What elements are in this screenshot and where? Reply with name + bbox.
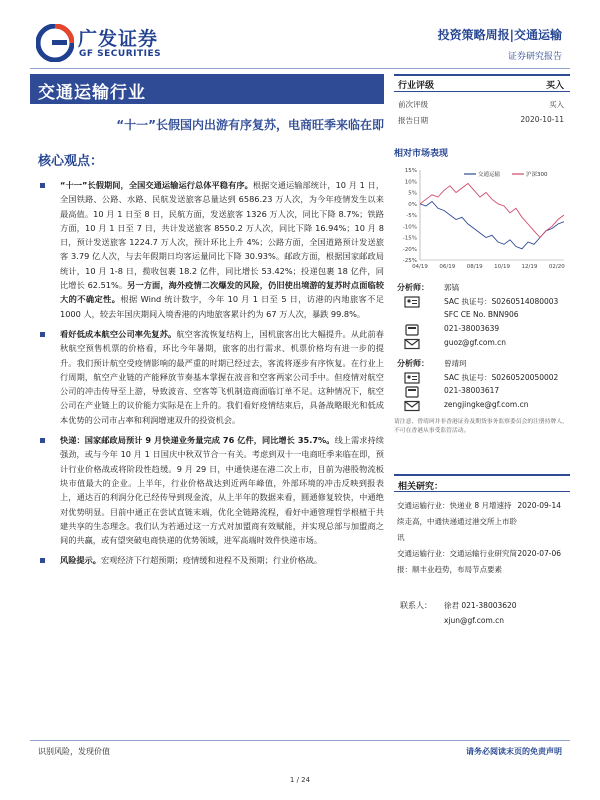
rating-label: 行业评级	[398, 81, 435, 91]
paragraph-lead: 风险提示。	[60, 555, 101, 566]
report-date-value: 2020-10-11	[520, 115, 564, 124]
x-tick-label: 12/19	[521, 264, 538, 270]
logo-name-en: GF SECURITIES	[79, 49, 162, 59]
contact-name-phone: 徐君 021-38003620	[444, 601, 517, 610]
core-views-title: 核心观点：	[38, 154, 104, 169]
analyst-name: 曾靖珂	[444, 359, 467, 368]
footer-divider	[30, 740, 570, 741]
paragraph-lead: 快递：国家邮政局预计 9 月快递业务量完成 76 亿件，同比增长 35.7%。	[60, 435, 335, 446]
x-tick-label: 08/19	[466, 264, 483, 270]
paragraph-lead: “十一”长假期间，全国交通运输运行总体平稳有序。	[60, 180, 253, 190]
bullet-icon	[40, 438, 45, 443]
y-tick-label: -25%	[402, 258, 417, 264]
y-tick-label: 5%	[408, 190, 417, 197]
paragraph-text: 根据 Wind 统计数字，今年 10 月 1 日至 5 日，访港的内地旅客不足 1000 人，较去年国庆期间入境香港的内地旅客累计约为 67 万人次，暴跌 99.8%。	[60, 294, 384, 319]
x-tick-label: 06/19	[439, 264, 456, 270]
y-tick-label: 10%	[404, 179, 417, 186]
analyst-phone: 021-38003639	[444, 324, 500, 333]
related-report-link[interactable]	[397, 498, 567, 546]
analyst-email[interactable]: guoz@gf.com.cn	[444, 338, 507, 347]
y-tick-label: 15%	[404, 168, 417, 174]
analyst-name: 郭镐	[444, 283, 459, 292]
bullet-icon	[40, 332, 45, 337]
chart-title: 相对市场表现	[394, 149, 449, 159]
report-date-label: 报告日期	[398, 116, 428, 125]
y-tick-label: -20%	[402, 246, 417, 253]
paragraph-text: 宏观经济下行超预期；疫情缓和进程不及预期；行业价格战。	[100, 555, 323, 566]
series-line-transport	[420, 202, 564, 249]
page-number: 1 / 24	[289, 776, 311, 784]
phone-icon	[404, 324, 420, 336]
previous-rating-row	[394, 96, 570, 112]
report-type: 投资策略周报|交通运输	[437, 28, 562, 42]
core-views-body	[60, 178, 384, 574]
related-report-title: 交通运输行业：快递业 8 月增速持续走高，中通快递通过港交所上市聆讯	[397, 501, 517, 542]
series-line-csi300	[420, 184, 564, 238]
related-report-link[interactable]	[397, 546, 567, 578]
report-date-row	[394, 112, 570, 128]
y-tick-label: 0%	[408, 201, 417, 208]
rating-value: 买入	[545, 81, 564, 91]
paragraph-text: 线上需求持续强劲，或与今年 10 月 1 日国庆中秋双节合一有关。考虑到双十一电商旺季来临在即，预计行业价格战或将阶段性趋缓。9 月 29 日，中通快递在港二次上市，目前为港股物流板块市值最大的企业。上半年，行业价格战达到近两年峰值，外部环境的冲击反映到报表上，通达百的利润分化已经传导到现金流，从上半年的数据来看，圆通修复较快，中通绝对优势明显。目前中通正在尝试直链末端，优化全链路流程，看好中通管理哲学根植于共建共享的生态理念。我们认为若通过这一方式对加盟商有效赋能，并实现总部与加盟商之间的共赢，或有望突破电商快递的优势领域，进军高端时效件快递市场。	[60, 435, 384, 546]
analyst-phone: 021-38003617	[444, 386, 500, 395]
paragraph-airline	[60, 327, 384, 427]
x-tick-label: 02/20	[548, 264, 565, 270]
previous-rating-label: 前次评级	[398, 100, 428, 109]
bullet-icon	[40, 183, 45, 188]
y-tick-label: -5%	[406, 213, 417, 219]
report-subtitle: “十一”长假国内出游有序复苏，电商旺季来临在即	[116, 118, 384, 132]
related-report-date: 2020-09-14	[517, 501, 561, 510]
paragraph-lead: 看好低成本航空公司率先复苏。	[60, 328, 177, 339]
analyst-disclaimer: 请注意，曾靖珂并非香港证券及期货事务监察委员会的注册持牌人，不可在香港从事受监管活动。	[394, 419, 568, 434]
related-report-title: 交通运输行业：交通运输行业研究简报：顺丰业趋势，布局节点要素	[397, 549, 517, 574]
contact-email[interactable]: xjun@gf.com.cn	[444, 616, 505, 625]
previous-rating-value: 买入	[549, 100, 564, 109]
analyst-email[interactable]: zengjingke@gf.com.cn	[444, 400, 529, 409]
id-card-icon	[404, 372, 420, 384]
relative-performance-chart	[394, 160, 570, 272]
analyst-label: 分析师：	[397, 283, 429, 292]
report-header	[438, 26, 562, 62]
id-card-icon	[404, 296, 420, 308]
paragraph-holiday	[60, 178, 384, 321]
related-research-header	[394, 474, 570, 492]
footer-slogan: 识别风险，发现价值	[38, 747, 110, 756]
email-icon	[404, 338, 420, 350]
analyst-sac-number: SAC 执证号：S0260520050002	[444, 373, 559, 382]
industry-banner	[30, 74, 384, 104]
x-tick-label: 10/19	[494, 264, 511, 270]
footer-disclaimer-note: 请务必阅读末页的免责声明	[466, 747, 562, 756]
related-research-title: 相关研究：	[398, 482, 444, 492]
bullet-icon	[40, 558, 45, 563]
company-logo	[36, 24, 166, 66]
contact-label: 联系人：	[400, 601, 432, 610]
related-report-date: 2020-07-06	[517, 549, 561, 558]
legend-label: 交通运输	[478, 172, 501, 178]
report-subtype: 证券研究报告	[507, 52, 562, 62]
y-tick-label: -15%	[402, 235, 417, 242]
legend-label: 沪深300	[526, 172, 548, 178]
paragraph-risk	[60, 553, 384, 567]
header-divider	[30, 68, 570, 69]
analyst-sfc-number: SFC CE No. BNN906	[444, 310, 519, 319]
paragraph-lead: 另一方面，海外疫情二次爆发的风险，仍旧使出境游的复苏时点面临较大的不确定性。	[60, 280, 384, 305]
industry-title: 交通运输行业	[38, 83, 146, 103]
paragraph-text: 航空客流恢复结构上，国机旅客出比大幅提升。从此前春秋航空预售机票的价格看，环比今年暑期，旅客的出行需求、机票价格均有进一步的提升。我们预计航空受疫情影响的最严重的时期已经过去，客流将逐步有序恢复。在行业上行周期，航空产业链的产能释放节奏基本掌握在波音和空客两家公司手中。但疫情对航空公司的冲击传导至上游，导致波音、空客等飞机制造商面临订单不足。这种情况下，航空公司在产业链上的议价能力实际是在上升的。我们看好疫情结束后，具备战略眼光和低成本优势的公司市占率和利润增速双升的投资机会。	[60, 328, 384, 425]
y-tick-label: -10%	[402, 224, 417, 231]
rating-header	[394, 74, 570, 92]
phone-icon	[404, 386, 420, 398]
logo-name-cn: 广发证券	[78, 28, 159, 50]
email-icon	[404, 400, 420, 412]
x-tick-label: 04/19	[412, 264, 428, 270]
gf-logo-icon	[36, 24, 74, 62]
analyst-sac-number: SAC 执证号：S0260514080003	[444, 297, 559, 306]
paragraph-express	[60, 433, 384, 547]
paragraph-text: 根据交通运输部统计，10 月 1 日，全国铁路、公路、水路、民航发送旅客总量达到 6586.23 万人次，为今年疫情发生以来最高值。10 月 1 日至 8 日，民航方面，发送旅客 1326 万人次，同比下降 8.7%；铁路方面，10 月 1 日至 7 日，共计发送旅客 8550.2 万人次，同比下降 16.94%；10 月 8 日，预计发送旅客 1224.7 万人次，预计环比上升 4%；公路方面，全国道路预计发送旅客 3.79 亿人次，与去年假期日均客运量同比下降 30.93%。邮政方面，根据国家邮政局统计，10 月 1-8 日，揽收包裹 18.2 亿件，同比增长 53.42%；投递包裹 18 亿件，同比增长 62.51%。	[60, 180, 385, 291]
analyst-label: 分析师：	[397, 359, 429, 368]
